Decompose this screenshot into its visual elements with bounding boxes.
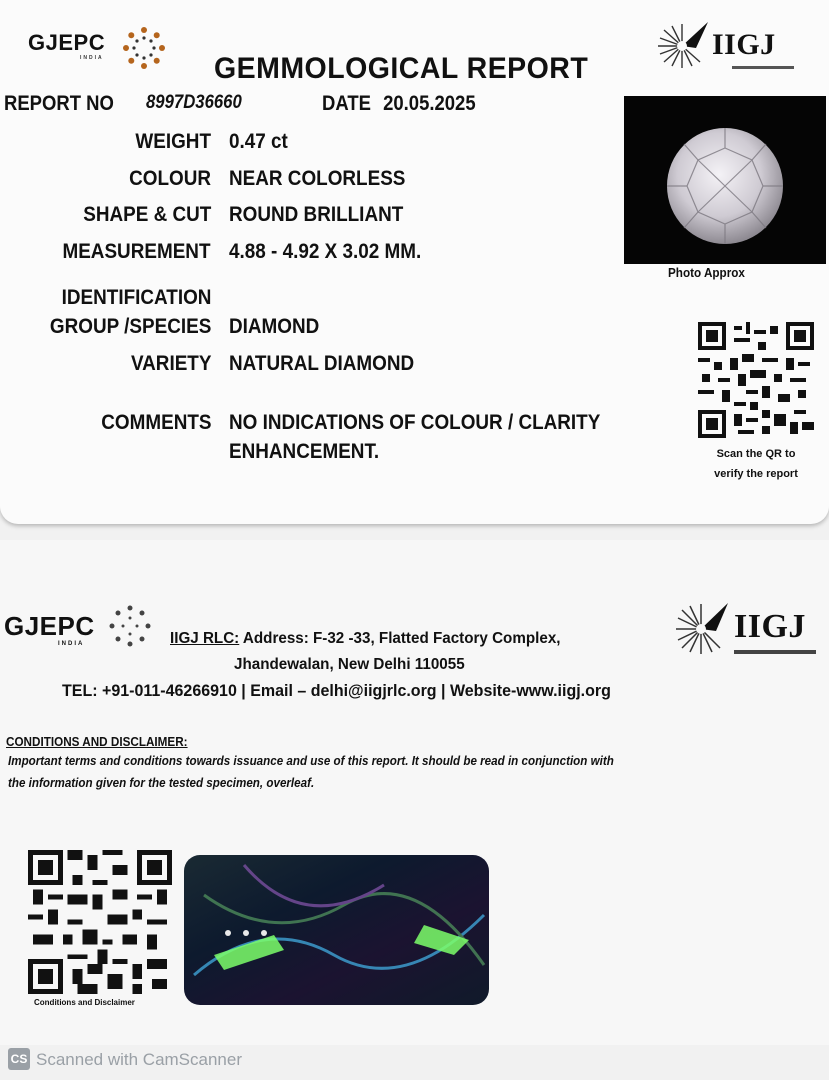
iigj-emblem-icon <box>652 18 712 74</box>
weight-value: 0.47 ct <box>229 130 288 153</box>
shape-cut-label: SHAPE & CUT <box>82 203 211 226</box>
conditions-line-1: Important terms and conditions towards issuance and use of this report. It should be read in conjunction with <box>8 754 614 768</box>
colour-value: NEAR COLORLESS <box>229 167 406 190</box>
diamond-image-icon <box>624 96 826 264</box>
date-label-text: DATE <box>322 92 371 115</box>
conditions-line-2: the information given for the tested specimen, overleaf. <box>8 776 315 790</box>
comments-value-line2: ENHANCEMENT. <box>229 440 380 463</box>
hologram-seal <box>184 855 489 1005</box>
front-qr-code-icon[interactable] <box>698 322 814 438</box>
conditions-title: CONDITIONS AND DISCLAIMER: <box>6 734 188 749</box>
variety-label: VARIETY <box>130 352 211 375</box>
gjepc-back-emblem-icon <box>104 600 156 656</box>
front-qr-caption <box>700 444 812 484</box>
back-qr-caption: Conditions and Disclaimer <box>34 998 135 1007</box>
front-qr-caption-line2: verify the report <box>714 468 798 480</box>
date-value: 20.05.2025 <box>383 92 476 115</box>
comments-value-line1: NO INDICATIONS OF COLOUR / CLARITY <box>229 411 601 434</box>
group-species-value: DIAMOND <box>229 315 320 338</box>
front-qr-caption-line1: Scan the QR to <box>716 448 796 460</box>
date-label <box>322 92 476 116</box>
report-no-value: 8997D36660 <box>146 92 242 113</box>
colour-label: COLOUR <box>129 167 211 190</box>
report-title: GEMMOLOGICAL REPORT <box>214 52 589 85</box>
variety-value: NATURAL DIAMOND <box>229 352 415 375</box>
gjepc-logo-subtext: INDIA <box>80 55 104 61</box>
weight-label: WEIGHT <box>135 130 211 153</box>
gjepc-back-logo-text: GJEPC <box>4 611 95 641</box>
shape-cut-value: ROUND BRILLIANT <box>229 203 404 226</box>
identification-label: IDENTIFICATION <box>61 286 211 309</box>
camscanner-watermark: Scanned with CamScanner <box>36 1050 243 1069</box>
iigj-logo-underline <box>732 66 794 69</box>
address-text-1: Address: F-32 -33, Flatted Factory Complex, <box>239 630 561 647</box>
measurement-value: 4.88 - 4.92 X 3.02 MM. <box>229 240 422 263</box>
measurement-label: MEASUREMENT <box>62 240 211 263</box>
iigj-back-logo-underline <box>734 650 816 654</box>
diamond-photo <box>624 96 826 264</box>
photo-caption: Photo Approx <box>668 265 745 280</box>
iigj-logo-text: IIGJ <box>712 28 776 61</box>
gjepc-logo-text: GJEPC <box>28 30 106 55</box>
camscanner-icon: CS <box>8 1048 30 1070</box>
address-line-1 <box>170 630 560 648</box>
report-no-label: REPORT NO <box>4 92 114 115</box>
contact-line: TEL: +91-011-46266910 | Email – delhi@iigjrlc.org | Website-www.iigj.org <box>62 682 611 700</box>
address-label: IIGJ RLC: <box>170 630 240 647</box>
hologram-image-icon <box>184 855 489 1005</box>
group-species-label: GROUP /SPECIES <box>49 315 211 338</box>
gjepc-back-logo-subtext: INDIA <box>58 641 85 647</box>
iigj-back-logo-text: IIGJ <box>734 608 806 645</box>
iigj-back-emblem-icon <box>670 598 732 660</box>
address-line-2: Jhandewalan, New Delhi 110055 <box>234 656 465 673</box>
back-qr-code-icon[interactable] <box>28 850 172 994</box>
gjepc-emblem-icon <box>120 24 168 72</box>
comments-label: COMMENTS <box>100 411 211 434</box>
